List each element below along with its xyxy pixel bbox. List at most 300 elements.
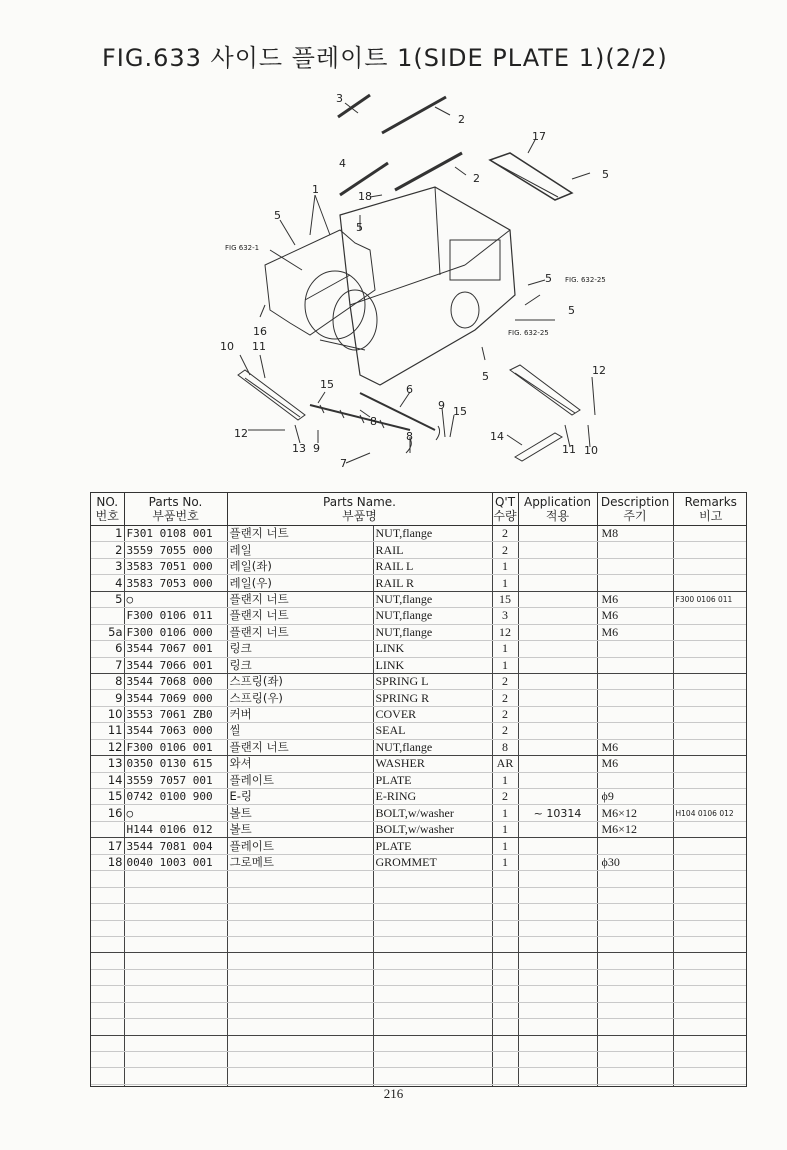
- table-row: [91, 558, 747, 574]
- description-cell: [597, 673, 673, 689]
- empty-cell: [373, 920, 492, 936]
- item-number-cell: 7: [91, 657, 124, 673]
- table-row: [91, 641, 747, 657]
- header-description: Description 주기: [597, 493, 673, 526]
- empty-table-row: [91, 871, 747, 887]
- parts-table-body: [91, 526, 747, 1088]
- english-name-cell: SPRING R: [373, 690, 492, 706]
- table-row: [91, 838, 747, 854]
- empty-cell: [373, 1035, 492, 1051]
- table-row: [91, 690, 747, 706]
- empty-cell: [124, 953, 227, 969]
- header-qty: Q'T 수량: [492, 493, 518, 526]
- korean-name-cell: 링크: [227, 641, 373, 657]
- english-name-cell: NUT,flange: [373, 739, 492, 755]
- empty-cell: [492, 904, 518, 920]
- empty-cell: [597, 1052, 673, 1068]
- empty-cell: [124, 1035, 227, 1051]
- korean-name-cell: 커버: [227, 706, 373, 722]
- remarks-cell: [673, 624, 747, 640]
- quantity-cell: 8: [492, 739, 518, 755]
- svg-text:3: 3: [336, 92, 343, 105]
- empty-cell: [91, 986, 124, 1002]
- empty-cell: [673, 920, 747, 936]
- empty-cell: [492, 936, 518, 952]
- part-number-cell: 3583 7051 000: [124, 558, 227, 574]
- header-remarks: Remarks 비고: [673, 493, 747, 526]
- table-row: [91, 789, 747, 805]
- table-row: [91, 854, 747, 870]
- empty-cell: [597, 904, 673, 920]
- empty-cell: [124, 904, 227, 920]
- description-cell: M6: [597, 756, 673, 772]
- empty-cell: [124, 969, 227, 985]
- part-number-cell: 3583 7053 000: [124, 575, 227, 591]
- empty-cell: [492, 1035, 518, 1051]
- english-name-cell: RAIL: [373, 542, 492, 558]
- empty-cell: [597, 1002, 673, 1018]
- quantity-cell: 3: [492, 608, 518, 624]
- svg-text:FIG. 632-25: FIG. 632-25: [508, 329, 549, 337]
- empty-table-row: [91, 904, 747, 920]
- empty-cell: [373, 1068, 492, 1084]
- part-number-cell: 0742 0100 900: [124, 789, 227, 805]
- table-header-row: [91, 493, 747, 526]
- korean-name-cell: 플레이트: [227, 838, 373, 854]
- empty-cell: [91, 1068, 124, 1084]
- empty-cell: [518, 936, 597, 952]
- english-name-cell: BOLT,w/washer: [373, 821, 492, 837]
- korean-name-cell: 플랜지 너트: [227, 526, 373, 542]
- application-cell: [518, 854, 597, 870]
- quantity-cell: 1: [492, 772, 518, 788]
- svg-text:5: 5: [274, 209, 281, 222]
- empty-cell: [597, 1035, 673, 1051]
- quantity-cell: 2: [492, 723, 518, 739]
- remarks-cell: [673, 838, 747, 854]
- application-cell: [518, 641, 597, 657]
- part-number-cell: 3544 7081 004: [124, 838, 227, 854]
- part-number-cell: ○: [124, 591, 227, 607]
- remarks-cell: [673, 673, 747, 689]
- description-cell: [597, 542, 673, 558]
- svg-text:14: 14: [490, 430, 504, 443]
- header-no: NO. 번호: [91, 493, 124, 526]
- svg-text:15: 15: [320, 378, 334, 391]
- empty-cell: [597, 969, 673, 985]
- application-cell: [518, 591, 597, 607]
- empty-cell: [227, 920, 373, 936]
- empty-cell: [373, 871, 492, 887]
- application-cell: [518, 706, 597, 722]
- svg-text:9: 9: [438, 399, 445, 412]
- part-number-cell: F300 0106 011: [124, 608, 227, 624]
- table-row: [91, 805, 747, 821]
- empty-table-row: [91, 1068, 747, 1084]
- exploded-parts-diagram: [210, 85, 630, 475]
- application-cell: [518, 690, 597, 706]
- page-number: 216: [383, 1086, 404, 1101]
- table-row: [91, 673, 747, 689]
- quantity-cell: 1: [492, 805, 518, 821]
- english-name-cell: RAIL L: [373, 558, 492, 574]
- korean-name-cell: 레일: [227, 542, 373, 558]
- application-cell: [518, 575, 597, 591]
- empty-cell: [373, 904, 492, 920]
- empty-cell: [124, 1019, 227, 1035]
- diagram-callouts: [220, 92, 609, 470]
- empty-cell: [597, 953, 673, 969]
- item-number-cell: 18: [91, 854, 124, 870]
- empty-cell: [518, 969, 597, 985]
- empty-cell: [518, 904, 597, 920]
- english-name-cell: NUT,flange: [373, 624, 492, 640]
- korean-name-cell: 와셔: [227, 756, 373, 772]
- quantity-cell: 2: [492, 789, 518, 805]
- empty-cell: [597, 936, 673, 952]
- empty-cell: [518, 920, 597, 936]
- item-number-cell: 12: [91, 739, 124, 755]
- empty-cell: [597, 871, 673, 887]
- quantity-cell: 2: [492, 706, 518, 722]
- english-name-cell: NUT,flange: [373, 591, 492, 607]
- part-number-cell: 3559 7057 001: [124, 772, 227, 788]
- svg-text:2: 2: [473, 172, 480, 185]
- part-number-cell: 3544 7063 000: [124, 723, 227, 739]
- korean-name-cell: 플랜지 너트: [227, 739, 373, 755]
- empty-cell: [91, 887, 124, 903]
- empty-cell: [91, 1052, 124, 1068]
- application-cell: [518, 624, 597, 640]
- quantity-cell: AR: [492, 756, 518, 772]
- empty-cell: [373, 936, 492, 952]
- korean-name-cell: 스프링(우): [227, 690, 373, 706]
- header-application: Application 적용: [518, 493, 597, 526]
- application-cell: [518, 838, 597, 854]
- application-cell: [518, 756, 597, 772]
- application-cell: [518, 558, 597, 574]
- quantity-cell: 1: [492, 854, 518, 870]
- remarks-cell: [673, 854, 747, 870]
- empty-cell: [597, 887, 673, 903]
- korean-name-cell: 씰: [227, 723, 373, 739]
- empty-cell: [373, 1052, 492, 1068]
- empty-cell: [673, 1035, 747, 1051]
- empty-cell: [91, 953, 124, 969]
- korean-name-cell: 볼트: [227, 805, 373, 821]
- svg-text:12: 12: [234, 427, 248, 440]
- empty-cell: [492, 871, 518, 887]
- remarks-cell: [673, 526, 747, 542]
- english-name-cell: NUT,flange: [373, 526, 492, 542]
- table-row: [91, 739, 747, 755]
- application-cell: [518, 608, 597, 624]
- application-cell: [518, 821, 597, 837]
- empty-cell: [227, 1052, 373, 1068]
- quantity-cell: 1: [492, 657, 518, 673]
- part-number-cell: 3544 7068 000: [124, 673, 227, 689]
- quantity-cell: 1: [492, 641, 518, 657]
- item-number-cell: 3: [91, 558, 124, 574]
- empty-cell: [227, 1019, 373, 1035]
- svg-text:FIG 632-1: FIG 632-1: [225, 244, 260, 252]
- korean-name-cell: 볼트: [227, 821, 373, 837]
- english-name-cell: LINK: [373, 657, 492, 673]
- description-cell: M8: [597, 526, 673, 542]
- remarks-cell: [673, 756, 747, 772]
- empty-cell: [518, 887, 597, 903]
- description-cell: [597, 838, 673, 854]
- empty-cell: [91, 1002, 124, 1018]
- empty-cell: [518, 1035, 597, 1051]
- application-cell: [518, 526, 597, 542]
- korean-name-cell: E-링: [227, 789, 373, 805]
- empty-cell: [124, 1002, 227, 1018]
- item-number-cell: 16: [91, 805, 124, 821]
- item-number-cell: 10: [91, 706, 124, 722]
- empty-cell: [673, 1019, 747, 1035]
- empty-cell: [673, 936, 747, 952]
- remarks-cell: [673, 821, 747, 837]
- remarks-cell: [673, 723, 747, 739]
- part-number-cell: H144 0106 012: [124, 821, 227, 837]
- empty-cell: [124, 986, 227, 1002]
- empty-cell: [492, 953, 518, 969]
- remarks-cell: [673, 575, 747, 591]
- empty-cell: [673, 1052, 747, 1068]
- part-number-cell: F300 0106 000: [124, 624, 227, 640]
- remarks-cell: [673, 558, 747, 574]
- korean-name-cell: 플랜지 너트: [227, 624, 373, 640]
- remarks-cell: [673, 706, 747, 722]
- quantity-cell: 1: [492, 558, 518, 574]
- item-number-cell: 2: [91, 542, 124, 558]
- empty-cell: [673, 1002, 747, 1018]
- english-name-cell: SEAL: [373, 723, 492, 739]
- empty-table-row: [91, 920, 747, 936]
- korean-name-cell: 레일(우): [227, 575, 373, 591]
- table-row: [91, 575, 747, 591]
- remarks-cell: [673, 690, 747, 706]
- empty-cell: [124, 920, 227, 936]
- svg-text:10: 10: [220, 340, 234, 353]
- empty-cell: [673, 871, 747, 887]
- quantity-cell: 2: [492, 526, 518, 542]
- empty-cell: [492, 1019, 518, 1035]
- description-cell: M6: [597, 739, 673, 755]
- empty-cell: [673, 1068, 747, 1084]
- quantity-cell: 1: [492, 575, 518, 591]
- quantity-cell: 1: [492, 821, 518, 837]
- svg-text:15: 15: [453, 405, 467, 418]
- empty-cell: [227, 953, 373, 969]
- empty-cell: [373, 1002, 492, 1018]
- korean-name-cell: 플랜지 너트: [227, 608, 373, 624]
- quantity-cell: 2: [492, 542, 518, 558]
- svg-text:5: 5: [568, 304, 575, 317]
- english-name-cell: GROMMET: [373, 854, 492, 870]
- item-number-cell: 13: [91, 756, 124, 772]
- svg-text:5: 5: [602, 168, 609, 181]
- english-name-cell: PLATE: [373, 772, 492, 788]
- remarks-cell: [673, 657, 747, 673]
- empty-cell: [124, 1068, 227, 1084]
- application-cell: [518, 723, 597, 739]
- description-cell: [597, 558, 673, 574]
- description-cell: [597, 706, 673, 722]
- svg-text:7: 7: [340, 457, 347, 470]
- empty-cell: [91, 904, 124, 920]
- english-name-cell: RAIL R: [373, 575, 492, 591]
- empty-table-row: [91, 1019, 747, 1035]
- description-cell: [597, 657, 673, 673]
- empty-cell: [227, 904, 373, 920]
- empty-cell: [518, 1052, 597, 1068]
- svg-text:5: 5: [482, 370, 489, 383]
- description-cell: ϕ30: [597, 854, 673, 870]
- english-name-cell: WASHER: [373, 756, 492, 772]
- item-number-cell: [91, 608, 124, 624]
- empty-cell: [492, 887, 518, 903]
- part-number-cell: ○: [124, 805, 227, 821]
- svg-text:13: 13: [292, 442, 306, 455]
- application-cell: [518, 739, 597, 755]
- empty-cell: [91, 1019, 124, 1035]
- item-number-cell: 15: [91, 789, 124, 805]
- table-row: [91, 624, 747, 640]
- english-name-cell: SPRING L: [373, 673, 492, 689]
- empty-table-row: [91, 1035, 747, 1051]
- remarks-cell: [673, 789, 747, 805]
- korean-name-cell: 플랜지 너트: [227, 591, 373, 607]
- table-row: [91, 591, 747, 607]
- table-row: [91, 706, 747, 722]
- empty-cell: [91, 936, 124, 952]
- item-number-cell: 8: [91, 673, 124, 689]
- description-cell: M6: [597, 608, 673, 624]
- item-number-cell: 9: [91, 690, 124, 706]
- empty-cell: [597, 920, 673, 936]
- english-name-cell: E-RING: [373, 789, 492, 805]
- part-number-cell: 3559 7055 000: [124, 542, 227, 558]
- description-cell: [597, 641, 673, 657]
- item-number-cell: 4: [91, 575, 124, 591]
- remarks-cell: H104 0106 012: [673, 805, 747, 821]
- svg-text:FIG. 632-25: FIG. 632-25: [565, 276, 606, 284]
- quantity-cell: 2: [492, 673, 518, 689]
- empty-cell: [227, 1002, 373, 1018]
- application-cell: [518, 542, 597, 558]
- empty-cell: [673, 887, 747, 903]
- svg-text:9: 9: [313, 442, 320, 455]
- item-number-cell: 11: [91, 723, 124, 739]
- empty-cell: [597, 1068, 673, 1084]
- table-row: [91, 772, 747, 788]
- part-number-cell: 0350 0130 615: [124, 756, 227, 772]
- empty-cell: [518, 1002, 597, 1018]
- empty-cell: [227, 936, 373, 952]
- svg-text:1: 1: [312, 183, 319, 196]
- english-name-cell: LINK: [373, 641, 492, 657]
- description-cell: [597, 772, 673, 788]
- empty-cell: [518, 871, 597, 887]
- empty-table-row: [91, 953, 747, 969]
- empty-cell: [227, 887, 373, 903]
- quantity-cell: 12: [492, 624, 518, 640]
- table-row: [91, 526, 747, 542]
- svg-text:6: 6: [406, 383, 413, 396]
- item-number-cell: 1: [91, 526, 124, 542]
- remarks-cell: F300 0106 011: [673, 591, 747, 607]
- korean-name-cell: 그로메트: [227, 854, 373, 870]
- item-number-cell: 5a: [91, 624, 124, 640]
- empty-cell: [518, 986, 597, 1002]
- empty-cell: [492, 1068, 518, 1084]
- item-number-cell: 5: [91, 591, 124, 607]
- description-cell: M6×12: [597, 821, 673, 837]
- svg-text:17: 17: [532, 130, 546, 143]
- empty-cell: [91, 871, 124, 887]
- quantity-cell: 2: [492, 690, 518, 706]
- item-number-cell: 6: [91, 641, 124, 657]
- table-row: [91, 723, 747, 739]
- empty-cell: [227, 969, 373, 985]
- quantity-cell: 1: [492, 838, 518, 854]
- empty-cell: [597, 1019, 673, 1035]
- empty-cell: [373, 969, 492, 985]
- part-number-cell: 3544 7069 000: [124, 690, 227, 706]
- quantity-cell: 15: [492, 591, 518, 607]
- svg-text:2: 2: [458, 113, 465, 126]
- empty-cell: [492, 920, 518, 936]
- part-number-cell: F301 0108 001: [124, 526, 227, 542]
- empty-cell: [673, 969, 747, 985]
- table-row: [91, 657, 747, 673]
- header-parts-name: Parts Name. 부품명: [227, 493, 492, 526]
- svg-text:5: 5: [545, 272, 552, 285]
- empty-table-row: [91, 986, 747, 1002]
- svg-text:11: 11: [252, 340, 266, 353]
- empty-table-row: [91, 969, 747, 985]
- empty-cell: [673, 904, 747, 920]
- empty-cell: [124, 871, 227, 887]
- svg-text:18: 18: [358, 190, 372, 203]
- description-cell: [597, 690, 673, 706]
- empty-cell: [518, 1019, 597, 1035]
- empty-table-row: [91, 1052, 747, 1068]
- empty-cell: [373, 1019, 492, 1035]
- svg-text:4: 4: [339, 157, 346, 170]
- part-number-cell: 3553 7061 ZB0: [124, 706, 227, 722]
- empty-cell: [373, 887, 492, 903]
- empty-cell: [673, 953, 747, 969]
- page-title: FIG.633 사이드 플레이트 1(SIDE PLATE 1)(2/2): [102, 44, 668, 72]
- description-cell: ϕ9: [597, 789, 673, 805]
- empty-cell: [124, 1052, 227, 1068]
- description-cell: M6: [597, 624, 673, 640]
- empty-cell: [91, 969, 124, 985]
- svg-text:12: 12: [592, 364, 606, 377]
- empty-cell: [227, 871, 373, 887]
- empty-cell: [518, 953, 597, 969]
- korean-name-cell: 링크: [227, 657, 373, 673]
- empty-cell: [124, 936, 227, 952]
- part-number-cell: 3544 7067 001: [124, 641, 227, 657]
- empty-cell: [673, 986, 747, 1002]
- remarks-cell: [673, 542, 747, 558]
- empty-cell: [492, 986, 518, 1002]
- item-number-cell: 14: [91, 772, 124, 788]
